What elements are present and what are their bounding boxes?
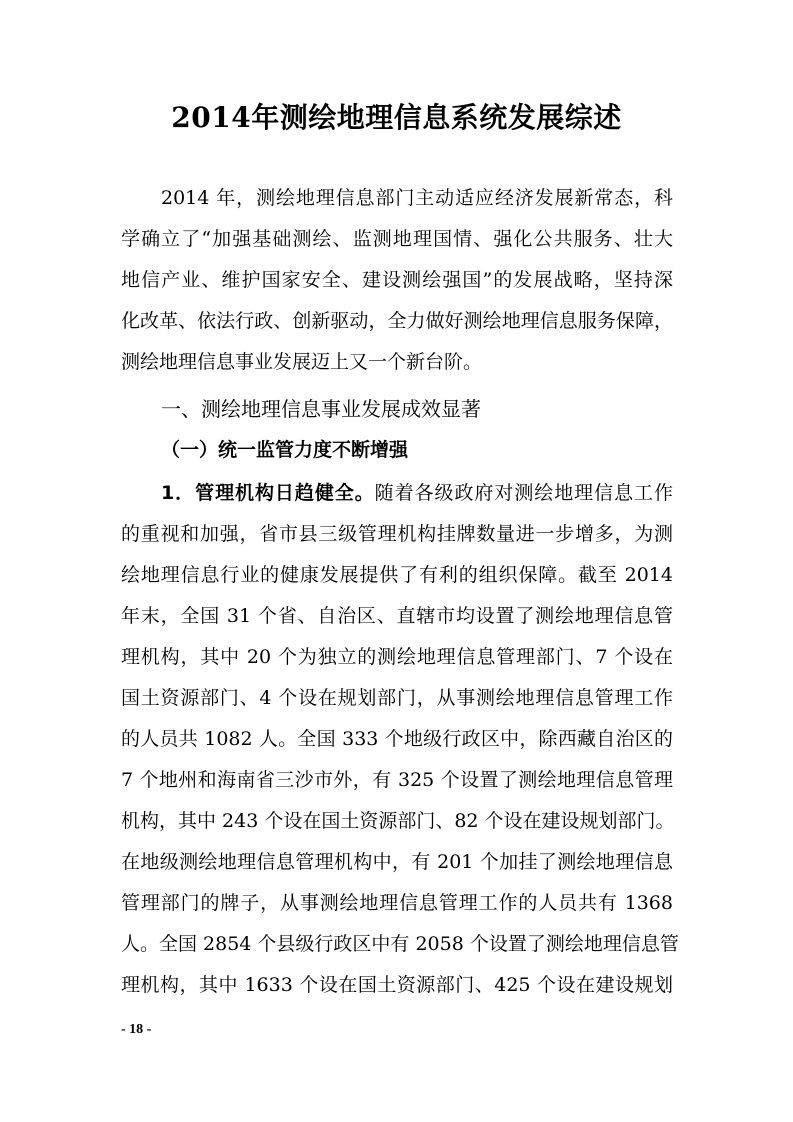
- paragraph-line: 绘地理信息行业的健康发展提供了有利的组织保障。截至 2014: [121, 564, 673, 586]
- item1-paragraph: [121, 473, 679, 1006]
- paragraph-line: 国土资源部门、4 个设在规划部门，从事测绘地理信息管理工作: [121, 687, 673, 709]
- paragraph-line: 年末，全国 31 个省、自治区、直辖市均设置了测绘地理信息管: [121, 605, 673, 627]
- subsection-heading: （一）统一监管力度不断增强: [161, 439, 409, 461]
- paragraph-line: 在地级测绘地理信息管理机构中，有 201 个加挂了测绘地理信息: [121, 851, 673, 873]
- paragraph-line: 测绘地理信息事业发展迈上又一个新台阶。: [121, 351, 483, 373]
- document-title: 2014年测绘地理信息系统发展综述: [171, 101, 622, 134]
- page-number: - 18 -: [121, 1022, 152, 1037]
- paragraph-line: 的重视和加强，省市县三级管理机构挂牌数量进一步增多，为测: [121, 523, 673, 545]
- paragraph-line: 2014 年，测绘地理信息部门主动适应经济发展新常态，科: [161, 187, 673, 209]
- item1-lead: 1．管理机构日趋健全。: [161, 482, 375, 504]
- item1-first-line-text: 随着各级政府对测绘地理信息工作: [374, 482, 673, 504]
- section-heading: 一、测绘地理信息事业发展成效显著: [161, 397, 481, 421]
- paragraph-line: 人。全国 2854 个县级行政区中有 2058 个设置了测绘地理信息管: [121, 933, 679, 955]
- paragraph-line: 地信产业、维护国家安全、建设测绘强国”的发展战略，坚持深: [121, 269, 673, 291]
- paragraph-line: 7 个地州和海南省三沙市外，有 325 个设置了测绘地理信息管理: [121, 769, 673, 791]
- paragraph-line: 机构，其中 243 个设在国土资源部门、82 个设在建设规划部门。: [121, 810, 675, 832]
- paragraph-line: 化改革、依法行政、创新驱动，全力做好测绘地理信息服务保障，: [121, 310, 673, 332]
- paragraph-line: [121, 473, 673, 514]
- intro-paragraph: [121, 178, 673, 383]
- paragraph-line: 管理部门的牌子，从事测绘地理信息管理工作的人员共有 1368: [121, 892, 673, 914]
- paragraph-line: 理机构，其中 20 个为独立的测绘地理信息管理部门、7 个设在: [121, 646, 673, 668]
- paragraph-line: 理机构，其中 1633 个设在国土资源部门、425 个设在建设规划: [121, 974, 673, 996]
- paragraph-line: 学确立了“加强基础测绘、监测地理国情、强化公共服务、壮大: [121, 228, 673, 250]
- paragraph-line: 的人员共 1082 人。全国 333 个地级行政区中，除西藏自治区的: [121, 728, 673, 750]
